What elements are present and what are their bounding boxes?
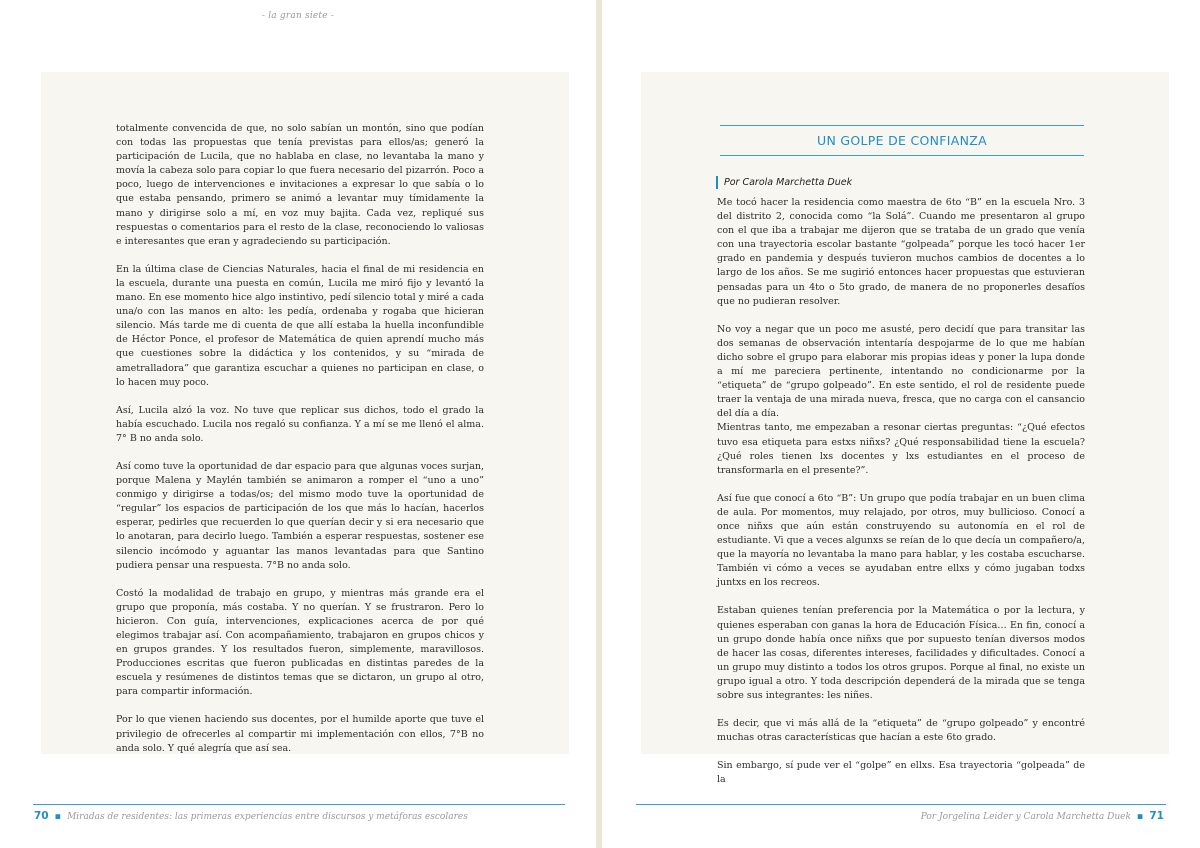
- left-footer: [34, 810, 468, 824]
- author-byline: Por Carola Marchetta Duek: [716, 176, 852, 189]
- paragraph: totalmente convencida de que, no solo sabían un montón, sino que podían con todas las propuestas que tenía previstas para ellos/as; generó la participación de Lucila, que no hablaba en clase, no levantaba la mano y movía la cabeza solo para copiar lo que fuera necesario del pizarrón. Poco a poco, luego de intervenciones e invitaciones a expresar lo que sabía o lo que estaba pensando, primero se animó a levantar muy tímidamente la mano y dirigirse solo a mí, en voz muy bajita. Cada vez, repliqué sus respuestas o comentarios para el resto de la clase, reconociendo lo valiosas e interesantes que eran y agradeciendo su participación.: [116, 123, 484, 247]
- page-number: 71: [1149, 810, 1164, 822]
- paragraph: Así, Lucila alzó la voz. No tuve que replicar sus dichos, todo el grado la había escuchado. Lucila nos regaló su confianza. Y a mí se me llenó el alma. 7° B no anda solo.: [116, 404, 484, 444]
- paragraph: Sin embargo, sí pude ver el “golpe” en ellxs. Esa trayectoria “golpeada” de la: [717, 760, 1085, 786]
- chapter-title: UN GOLPE DE CONFIANZA: [817, 133, 987, 148]
- right-footer: [921, 810, 1164, 824]
- left-body-text: [116, 122, 484, 770]
- right-body-text: [717, 196, 1085, 801]
- paragraph: Me tocó hacer la residencia como maestra de 6to “B” en la escuela Nro. 3 del distrito 2, conocida como “la Solá”. Cuando me presentaron al grupo con el que iba a trabajar me dijeron que se trataba de un grado que venía con una trayectoria escolar bastante “golpeada” porque les tocó hacer 1er grado en pandemia y después tuvieron muchos cambios de docentes a lo largo de los años. Se me sugirió entonces hacer propuestas que estuvieran pensadas para un 4to o 5to grado, de manera de no proponerles desafíos que no pudieran resolver.: [717, 197, 1085, 307]
- paragraph: Por lo que vienen haciendo sus docentes, por el humilde aporte que tuve el privilegio de ofrecerles al compartir mi implementación con ellos, 7°B no anda solo. Y qué alegría que así sea.: [116, 714, 484, 754]
- footer-book-title: Miradas de residentes: las primeras experiencias entre discursos y metáforas escolares: [67, 812, 468, 822]
- paragraph: Así fue que conocí a 6to “B”: Un grupo que podía trabajar en un buen clima de aula. Por momentos, muy relajado, por otros, muy bullicioso. Conocí a once niñxs que aún están construyendo su autonomía en el rol de estudiante. Vi que a veces algunxs se reían de lo que decía un compañero/a, que la mayoría no levantaba la mano para hablar, y les costaba escucharse. También vi cómo a veces se ayudaban entre ellxs y cómo jugaban todxs juntxs en los recreos.: [717, 492, 1085, 589]
- bullet-icon: ▪: [1136, 811, 1144, 822]
- paragraph: Mientras tanto, me empezaban a resonar ciertas preguntas: “¿Qué efectos tuvo esa etiqueta para estxs niñxs? ¿Qué responsabilidad tiene la escuela? ¿Qué roles tienen lxs docentes y lxs estudiantes en el proceso de transformarla en el presente?”.: [717, 422, 1085, 476]
- page-number: 70: [34, 810, 49, 822]
- paragraph: Estaban quienes tenían preferencia por la Matemática o por la lectura, y quienes esperaban con ganas la hora de Educación Física… En fin, conocí a un grupo donde había once niñxs que por supuesto tenían diversos modos de hacer las cosas, diferentes intereses, facilidades y dificultades. Conocí a un grupo muy distinto a todos los otros grupos. Porque al final, no existe un grupo igual a otro. Y toda descripción dependerá de la mirada que se tenga sobre sus integrantes: les niñes.: [717, 605, 1085, 701]
- footer-rule: [33, 804, 565, 805]
- footer-authors: Por Jorgelina Leider y Carola Marchetta Duek: [920, 812, 1131, 822]
- right-page: [602, 0, 1200, 848]
- bullet-icon: ▪: [54, 811, 62, 822]
- paragraph: Costó la modalidad de trabajo en grupo, y mientras más grande era el grupo que proponía, más costaba. Y no querían. Y se frustraron. Pero lo hicieron. Con guía, intervenciones, explicaciones acerca de por qué elegimos trabajar así. Con acompañamiento, trabajaron en grupos chicos y en grupos grandes. Y los resultados fueron, simplemente, maravillosos. Producciones escritas que fueron publicadas en distintas paredes de la escuela y resúmenes de distintos temas que se dictaron, un grupo al otro, para compartir información.: [116, 587, 484, 698]
- paragraph: Es decir, que vi más allá de la “etiqueta” de “grupo golpeado” y encontré muchas otras características que hacían a este 6to grado.: [717, 718, 1085, 744]
- chapter-title-block: [720, 125, 1084, 156]
- paragraph: No voy a negar que un poco me asusté, pero decidí que para transitar las dos semanas de observación intentaría despojarme de lo que me habían dicho sobre el grupo para elaborar mis propias ideas y poner la lupa donde a mí me pareciera pertinente, intentando no condicionarme por la “etiqueta” de “grupo golpeado”. En este sentido, el rol de residente puede traer la ventaja de una mirada nueva, fresca, que no carga con el cansancio del día a día.: [717, 323, 1085, 420]
- paragraph: Así como tuve la oportunidad de dar espacio para que algunas voces surjan, porque Malena y Maylén también se animaron a romper el “uno a uno” conmigo y dirigirse a todas/os; del mismo modo tuve la oportunidad de “regular” los espacios de participación de los que más lo hacían, hacerlos esperar, pedirles que recuerden lo que querían decir y si era necesario que lo anotaran, para decirlo luego. También a esperar respuestas, sostener ese silencio incómodo y aguantar las manos levantadas para que Santino pudiera pensar una respuesta. 7°B no anda solo.: [116, 460, 484, 571]
- left-page: [0, 0, 596, 848]
- paragraph: En la última clase de Ciencias Naturales, hacia el final de mi residencia en la escuela, durante una puesta en común, Lucila me miró fijo y levantó la mano. En ese momento hice algo instintivo, pedí silencio total y miré a cada una/o con las manos en alto: les pedía, ordenaba y rogaba que hicieran silencio. Más tarde me di cuenta de que allí estaba la huella inconfundible de Héctor Ponce, el profesor de Matemática de quien aprendí mucho más que cuestiones sobre la didáctica y los contenidos, y su “mirada de ametralladora” que garantiza escuchar a quienes no participan en clase, o lo hacen muy poco.: [116, 263, 484, 388]
- footer-rule: [636, 804, 1166, 805]
- running-head: - la gran siete -: [261, 11, 335, 21]
